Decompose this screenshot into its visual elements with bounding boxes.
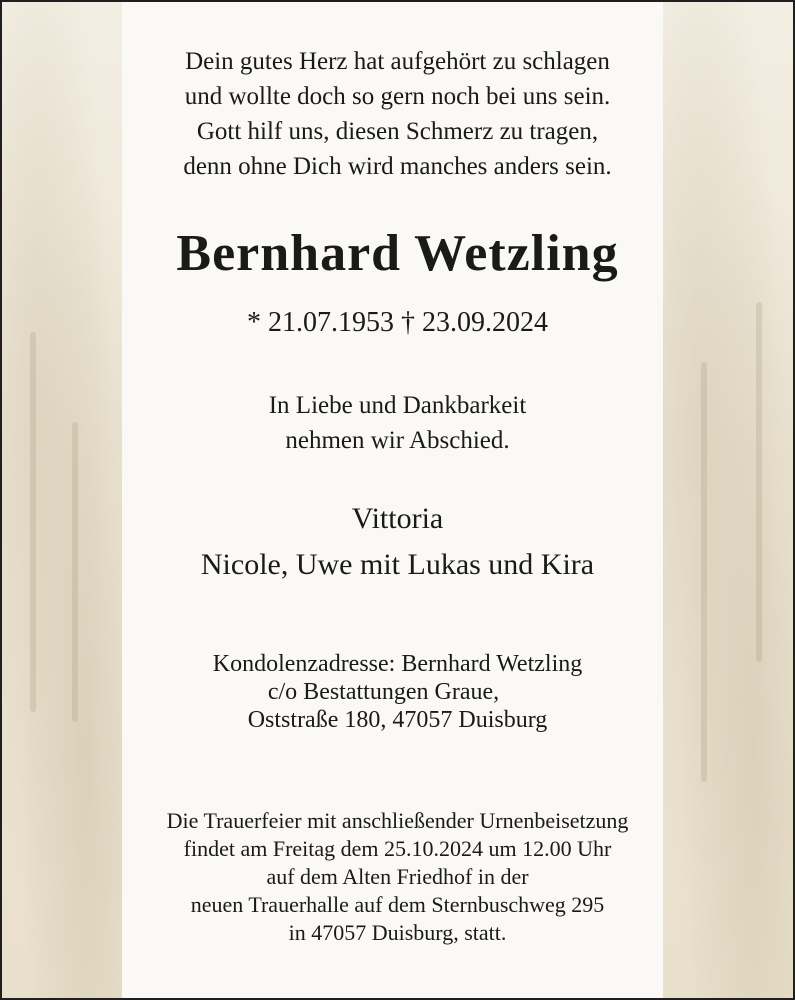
family-member: Vittoria <box>351 502 444 535</box>
farewell-line: In Liebe und Dankbarkeit <box>268 392 527 419</box>
family-member: Nicole, Uwe mit Lukas und Kira <box>200 548 595 581</box>
service-info-line: neuen Trauerhalle auf dem Sternbuschweg 295 <box>190 892 605 917</box>
deceased-name: Bernhard Wetzling <box>176 225 619 282</box>
condolence-address-line: Kondolenzadresse: Bernhard Wetzling <box>212 651 583 677</box>
verse-line: und wollte doch so gern noch bei uns sein. <box>184 83 611 110</box>
service-info-line: in 47057 Duisburg, statt. <box>288 920 507 945</box>
obituary-content <box>2 2 793 998</box>
life-dates: * 21.07.1953 † 23.09.2024 <box>247 307 548 338</box>
verse-line: Gott hilf uns, diesen Schmerz zu tragen, <box>196 118 599 145</box>
service-info-line: auf dem Alten Friedhof in der <box>266 864 529 889</box>
service-info-line: Die Trauerfeier mit anschließender Urnenbeisetzung <box>166 808 629 833</box>
verse-line: denn ohne Dich wird manches anders sein. <box>183 153 612 180</box>
condolence-address-line: c/o Bestattungen Graue, <box>267 679 500 705</box>
farewell-line: nehmen wir Abschied. <box>285 427 510 454</box>
condolence-address-line: Oststraße 180, 47057 Duisburg <box>247 707 548 733</box>
verse-line: Dein gutes Herz hat aufgehört zu schlagen <box>185 48 610 75</box>
service-info-line: findet am Freitag dem 25.10.2024 um 12.00 Uhr <box>183 836 612 861</box>
